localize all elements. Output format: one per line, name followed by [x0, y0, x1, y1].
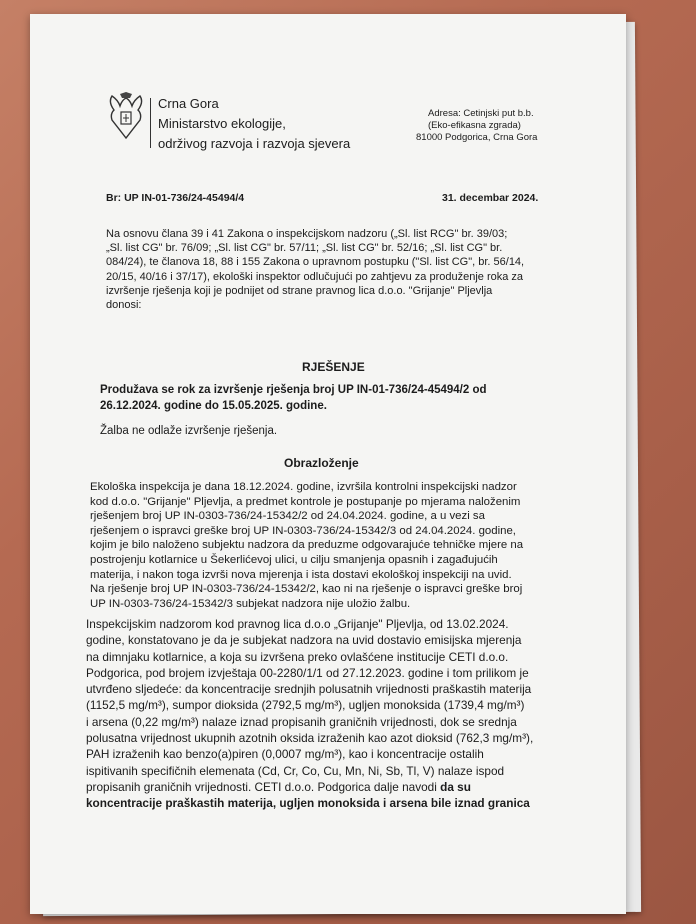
paragraph-line-text: propisanih graničnih vrijednosti. CETI d.o.o. Podgorica dalje navodi — [86, 779, 437, 794]
document-page — [30, 14, 626, 914]
paragraph-line: godine, konstatovano je da je subjekat nadzora na uvid dostavio emisijska mjerenja — [86, 633, 522, 648]
header-divider — [150, 98, 151, 148]
explanation-paragraph-2 — [86, 616, 533, 812]
paragraph-line: kojim je bilo naloženo subjektu nadzora da preduzme odgovarajuće tehničke mjere na — [90, 539, 524, 552]
document-date: 31. decembar 2024. — [442, 192, 539, 204]
paragraph-line: Ekološka inspekcija je dana 18.12.2024. godine, izvršila kontrolni inspekcijski nadzor — [90, 481, 517, 493]
intro-line: „Sl. list CG" br. 76/09; „Sl. list CG" br. 57/11; „Sl. list CG" br. 52/16; „Sl. list CG" br. — [106, 242, 503, 255]
paragraph-line — [86, 779, 533, 795]
decision-line: Produžava se rok za izvršenje rješenja broj UP IN-01-736/24-45494/2 od — [100, 384, 487, 396]
appeal-note: Žalba ne odlaže izvršenje rješenja. — [100, 425, 278, 437]
paragraph-line: Podgorica, pod brojem izvještaja 00-2280/1/1 od 27.12.2023. godine i tom prilikom je — [86, 665, 529, 680]
org-line-2: Ministarstvo ekologije, — [158, 116, 286, 131]
bold-emphasis-line: koncentracije praškastih materija, ugljen monoksida i arsena bile iznad granica — [86, 796, 530, 811]
decision-title: RJEŠENJE — [302, 360, 365, 374]
reference-number: Br: UP IN-01-736/24-45494/4 — [106, 192, 245, 204]
address-line-3: 81000 Podgorica, Crna Gora — [416, 132, 538, 143]
decision-text — [100, 382, 487, 414]
decision-line: 26.12.2024. godine do 15.05.2025. godine. — [100, 400, 327, 412]
bold-emphasis: da su — [440, 779, 471, 794]
paragraph-line: polusatna vrijednost ukupnih azotnih oksida izraženih kao azot dioksid (762,3 mg/m³), — [86, 731, 534, 746]
intro-line: 20/15, 40/16 i 37/17), ekološki inspektor odlučujući po zahtjevu za produženje roka za — [106, 270, 524, 283]
coat-of-arms-icon — [106, 92, 146, 142]
paragraph-line: Inspekcijskim nadzorom kod pravnog lica d.o.o „Grijanje" Pljevlja, od 13.02.2024. — [86, 617, 509, 631]
paragraph-line: ispitivanih specifičnih elemenata (Cd, Cr, Co, Cu, Mn, Ni, Sb, Tl, V) nalaze ispod — [86, 763, 505, 778]
paragraph-line: (1152,5 mg/m³), sumpor dioksida (2792,5 mg/m³), ugljen monoksida (1739,4 mg/m³) — [86, 698, 525, 713]
paragraph-line: rješenjem o ispravci greške broj UP IN-0303-736/24-15342/3 od 24.04.2024. godine, — [90, 524, 516, 537]
org-line-3: održivog razvoja i razvoja sjevera — [158, 136, 351, 151]
paragraph-line: PAH izraženih kao benzo(a)piren (0,0007 mg/m³), kao i koncentracije ostalih — [86, 747, 484, 762]
address-line-1: Adresa: Cetinjski put b.b. — [428, 108, 534, 119]
paragraph-line: utvrđeno sljedeće: da koncentracije srednjih polusatnih vrijednosti praškastih materija — [86, 682, 532, 697]
paragraph-line: na dimnjaku kotlarnice, a koja su izvršena preko ovlašćene institucije CETI d.o.o. — [86, 649, 509, 664]
intro-line: Na osnovu člana 39 i 41 Zakona o inspekcijskom nadzoru („Sl. list RCG" br. 39/03; — [106, 228, 508, 240]
paragraph-line: UP IN-0303-736/24-15342/3 subjekat nadzora nije uložio žalbu. — [90, 597, 411, 610]
paragraph-line: postrojenju kotlarnice u Šekerlićevoj ulici, u cilju smanjenja opasnih i zagađujućih — [90, 553, 498, 566]
intro-line: donosi: — [106, 299, 142, 312]
paragraph-line: materija, i nakon toga izvrši nova mjerenja i ista dostavi ekološkoj inspekciji na uvid. — [90, 568, 512, 581]
org-line-1: Crna Gora — [158, 96, 219, 111]
intro-line: izvršenje rješenja koji je podnijet od strane pravnog lica d.o.o. "Grijanje" Pljevlja — [106, 284, 493, 297]
explanation-paragraph-1 — [90, 480, 523, 611]
paragraph-line: kod d.o.o. "Grijanje" Pljevlja, a predmet kontrole je postupanje po mjerama naloženim — [90, 495, 521, 508]
paragraph-line: Na rješenje broj UP IN-0303-736/24-15342/2, kao ni na rješenje o ispravci greške broj — [90, 583, 523, 596]
explanation-title: Obrazloženje — [284, 456, 359, 470]
paragraph-line: i arsena (0,22 mg/m³) nalaze iznad propisanih graničnih vrijednosti, dok se srednja — [86, 714, 517, 729]
address-line-2: (Eko-efikasna zgrada) — [428, 120, 521, 131]
intro-line: 084/24), te članova 18, 88 i 155 Zakona o upravnom postupku ("Sl. list CG", br. 56/14, — [106, 256, 525, 269]
paragraph-line: rješenjem broj UP IN-0303-736/24-15342/2 od 24.04.2024. godine, a u vezi sa — [90, 510, 485, 523]
intro-paragraph — [106, 227, 524, 312]
